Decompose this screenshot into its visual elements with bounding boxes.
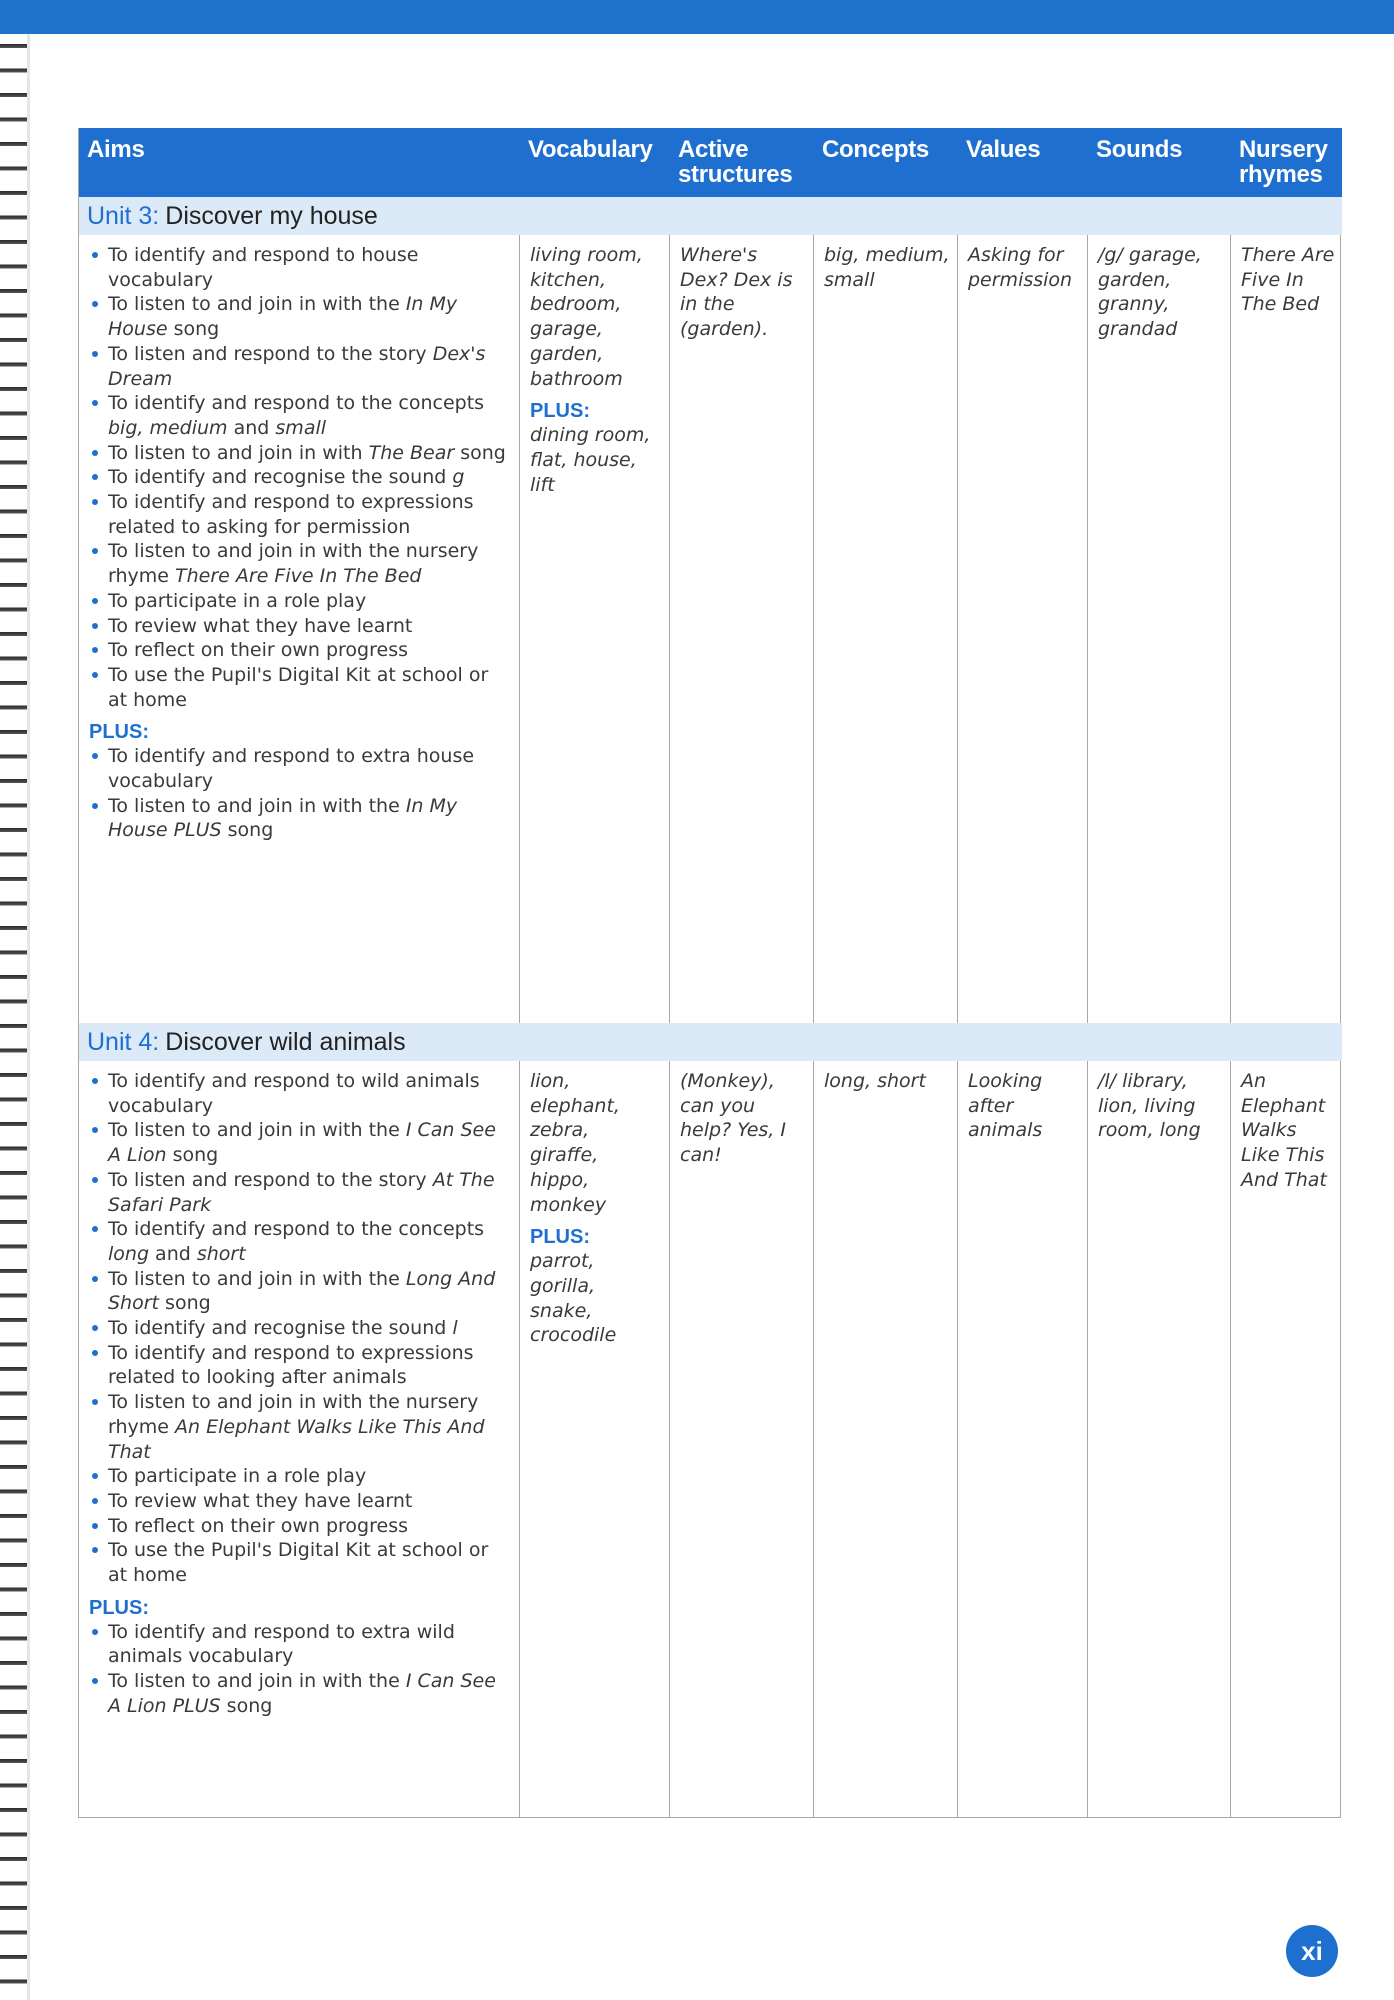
nursery-rhymes-cell: There Are Five In The Bed — [1241, 244, 1335, 316]
nursery-rhymes-cell: An Elephant Walks Like This And That — [1241, 1070, 1327, 1191]
header-values: Values — [966, 136, 1041, 163]
aims-cell — [79, 1061, 520, 1818]
list-item: To identify and respond to house vocabulary — [89, 243, 513, 292]
header-aims: Aims — [87, 136, 145, 163]
list-item: To listen to and join in with the I Can See A Lion song — [89, 1118, 513, 1167]
unit-title: Discover my house — [165, 201, 378, 230]
list-item: To listen to and join in with the nursery rhyme An Elephant Walks Like This And That — [89, 1390, 513, 1464]
list-item: To listen and respond to the story At The Safari Park — [89, 1168, 513, 1217]
list-item: To identify and respond to the concepts long and short — [89, 1217, 513, 1266]
list-item: To review what they have learnt — [89, 614, 513, 639]
vocabulary-list: lion, elephant, zebra, giraffe, hippo, monkey — [530, 1070, 620, 1216]
vocabulary-plus-list: parrot, gorilla, snake, crocodile — [530, 1250, 617, 1347]
table-header — [79, 128, 1342, 197]
spiral-binding — [0, 34, 30, 2000]
sounds-cell: /l/ library, lion, living room, long — [1088, 1061, 1231, 1818]
values-cell: Asking for permission — [958, 235, 1088, 1023]
syllabus-table — [78, 128, 1341, 1818]
plus-aims-list — [89, 744, 513, 843]
aims-cell — [79, 235, 520, 1023]
list-item: To listen to and join in with the In My House PLUS song — [89, 794, 513, 843]
active-structures-cell: (Monkey), can you help? Yes, I can! — [670, 1061, 814, 1818]
list-item: To identify and respond to expressions related to looking after animals — [89, 1341, 513, 1390]
list-item: To listen and respond to the story Dex's Dream — [89, 342, 513, 391]
list-item: To reflect on their own progress — [89, 638, 513, 663]
concepts-cell: big, medium, small — [814, 235, 958, 1023]
vocabulary-cell — [520, 235, 670, 1023]
unit-number: Unit 4: — [87, 1027, 160, 1056]
list-item: To identify and respond to extra house vocabulary — [89, 744, 513, 793]
unit-number: Unit 3: — [87, 201, 160, 230]
unit-3-row — [79, 235, 1342, 1023]
list-item: To listen to and join in with the I Can See A Lion PLUS song — [89, 1669, 513, 1718]
list-item: To identify and respond to extra wild animals vocabulary — [89, 1620, 513, 1669]
list-item: To participate in a role play — [89, 589, 513, 614]
list-item: To identify and respond to the concepts big, medium and small — [89, 391, 513, 440]
list-item: To reflect on their own progress — [89, 1514, 513, 1539]
list-item: To review what they have learnt — [89, 1489, 513, 1514]
list-item: To identify and respond to wild animals vocabulary — [89, 1069, 513, 1118]
plus-label: PLUS: — [530, 1226, 590, 1249]
list-item: To participate in a role play — [89, 1464, 513, 1489]
unit-title: Discover wild animals — [165, 1027, 406, 1056]
list-item: To identify and recognise the sound l — [89, 1316, 513, 1341]
sounds-cell: /g/ garage, garden, granny, grandad — [1088, 235, 1231, 1023]
active-structures-cell: Where's Dex? Dex is in the (garden). — [670, 235, 814, 1023]
vocabulary-cell — [520, 1061, 670, 1818]
plus-label: PLUS: — [530, 400, 590, 423]
list-item: To use the Pupil's Digital Kit at school or at home — [89, 1538, 513, 1587]
list-item: To identify and recognise the sound g — [89, 465, 513, 490]
list-item: To listen to and join in with the Long And Short song — [89, 1267, 513, 1316]
list-item: To listen to and join in with The Bear song — [89, 441, 513, 466]
values-cell: Looking after animals — [958, 1061, 1088, 1818]
list-item: To identify and respond to expressions related to asking for permission — [89, 490, 513, 539]
vocabulary-plus-list: dining room, flat, house, lift — [530, 424, 651, 496]
unit-4-heading — [79, 1023, 1342, 1061]
page-number-badge: xi — [1286, 1925, 1338, 1977]
header-nursery-rhymes: Nursery rhymes — [1239, 136, 1328, 188]
list-item: To use the Pupil's Digital Kit at school or at home — [89, 663, 513, 712]
aims-list — [89, 243, 513, 712]
plus-label: PLUS: — [89, 1596, 149, 1619]
list-item: To listen to and join in with the nursery rhyme There Are Five In The Bed — [89, 539, 513, 588]
vocabulary-list: living room, kitchen, bedroom, garage, garden, bathroom — [530, 244, 643, 390]
plus-aims-list — [89, 1620, 513, 1719]
header-vocabulary: Vocabulary — [528, 136, 653, 163]
header-active-structures: Active structures — [678, 136, 793, 188]
top-color-band — [0, 0, 1394, 34]
concepts-cell: long, short — [814, 1061, 958, 1818]
header-sounds: Sounds — [1096, 136, 1183, 163]
unit-3-heading — [79, 197, 1342, 235]
aims-list — [89, 1069, 513, 1588]
list-item: To listen to and join in with the In My House song — [89, 292, 513, 341]
plus-label: PLUS: — [89, 721, 149, 744]
unit-4-row — [79, 1061, 1342, 1818]
header-concepts: Concepts — [822, 136, 929, 163]
